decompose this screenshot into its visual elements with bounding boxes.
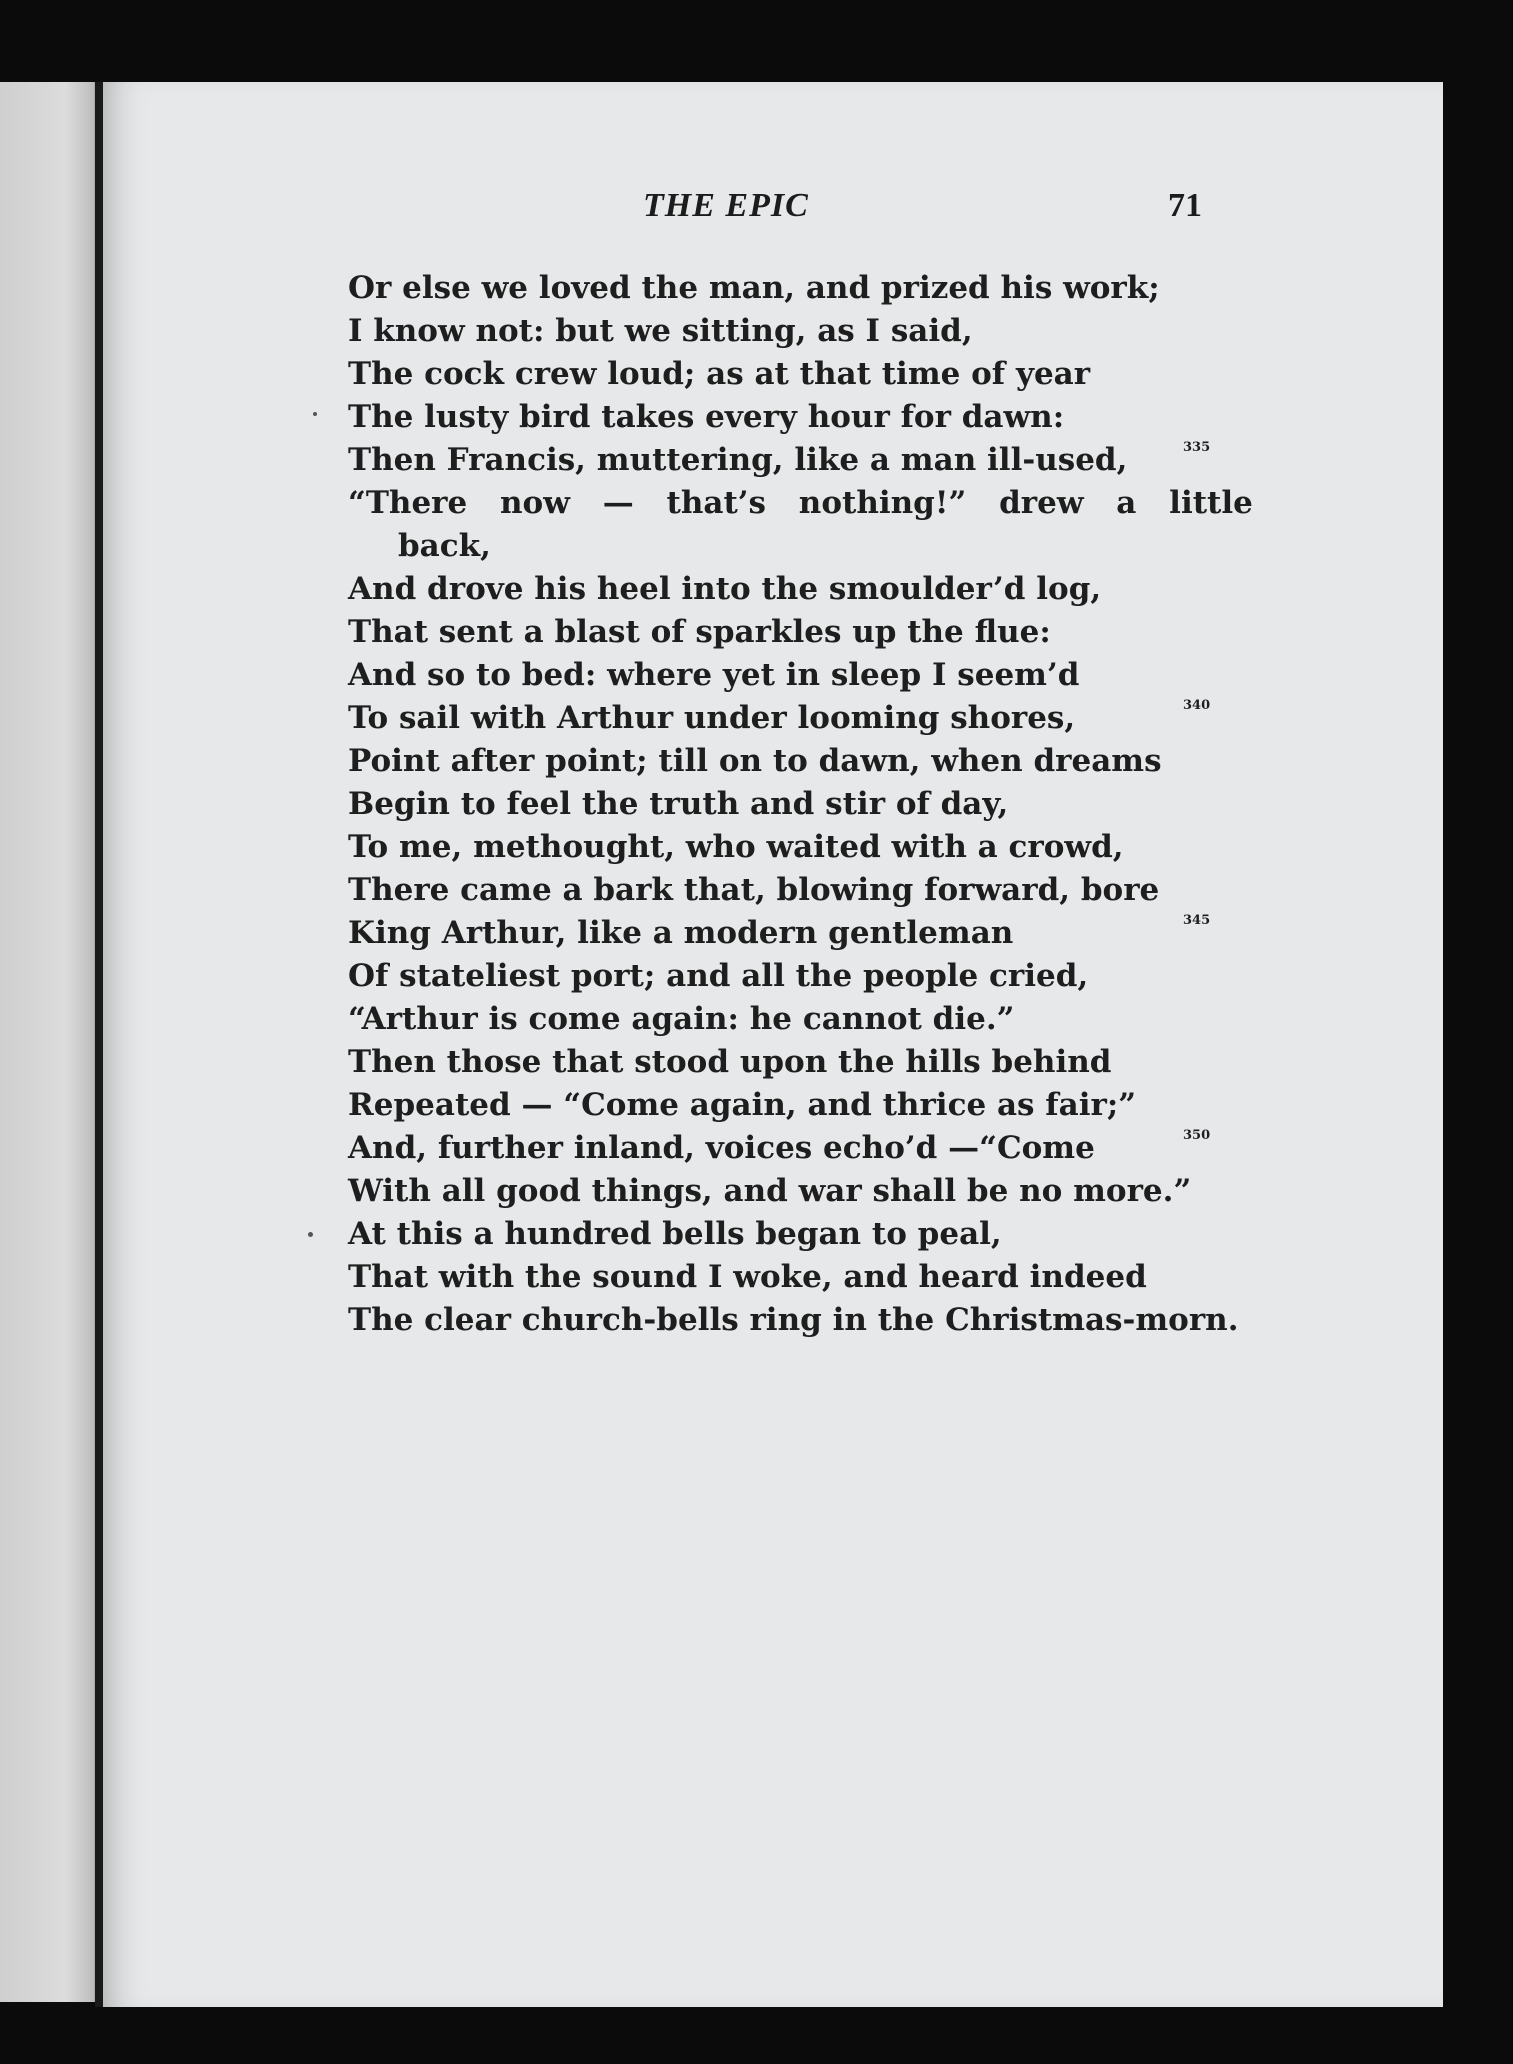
verse-line (348, 310, 1328, 353)
verse-text: The lusty bird takes every hour for dawn: (348, 399, 1065, 435)
verse-text: I know not: but we sitting, as I said, (348, 313, 973, 349)
verse-text: That sent a blast of sparkles up the flue: (348, 614, 1051, 650)
verse-line (348, 740, 1328, 783)
verse-text: With all good things, and war shall be no more.” (348, 1173, 1192, 1209)
verse-line (348, 439, 1328, 482)
verse-line (348, 998, 1328, 1041)
verse-line (348, 568, 1328, 611)
line-number: 345 (1183, 913, 1211, 928)
paper-speck (308, 1232, 313, 1237)
verse-line (348, 826, 1328, 869)
verse-line (348, 1256, 1328, 1299)
verse-text: “There now — that’s nothing!” drew a little (348, 485, 1253, 521)
facing-page-edge (0, 82, 110, 2002)
verse-line (348, 869, 1328, 912)
verse-text: Of stateliest port; and all the people cried, (348, 958, 1089, 994)
verse-line (348, 1213, 1328, 1256)
book-page (95, 82, 1443, 2007)
verse-text: Then those that stood upon the hills behind (348, 1044, 1112, 1080)
line-number: 350 (1183, 1128, 1211, 1143)
verse-text: To me, methought, who waited with a crowd, (348, 829, 1124, 865)
verse-line (348, 1041, 1328, 1084)
running-head-title: THE EPIC (643, 187, 809, 224)
verse-line (348, 912, 1328, 955)
verse-line (348, 1127, 1328, 1170)
running-head (103, 187, 1443, 247)
verse-line (348, 396, 1328, 439)
verse-line (348, 482, 1328, 525)
verse-text: The cock crew loud; as at that time of year (348, 356, 1091, 392)
verse-line (348, 353, 1328, 396)
verse-text: Begin to feel the truth and stir of day, (348, 786, 1009, 822)
verse-text: Repeated — “Come again, and thrice as fair;” (348, 1087, 1137, 1123)
verse-text: Point after point; till on to dawn, when dreams (348, 743, 1162, 779)
verse-text: At this a hundred bells began to peal, (348, 1216, 1002, 1252)
verse-line (348, 697, 1328, 740)
verse-line (348, 1299, 1328, 1342)
verse-line (348, 1170, 1328, 1213)
verse-line (348, 1084, 1328, 1127)
verse-text: back, (398, 528, 491, 564)
verse-text: And so to bed: where yet in sleep I seem’d (348, 657, 1080, 693)
verse-line-continuation (348, 525, 1328, 568)
page-number: 71 (1168, 187, 1202, 224)
verse-text: Or else we loved the man, and prized his work; (348, 270, 1160, 306)
verse-text: King Arthur, like a modern gentleman (348, 915, 1014, 951)
line-number: 335 (1183, 440, 1211, 455)
verse-text: Then Francis, muttering, like a man ill-used, (348, 442, 1128, 478)
poem-text (348, 267, 1328, 1342)
verse-line (348, 654, 1328, 697)
verse-text: There came a bark that, blowing forward, bore (348, 872, 1160, 908)
verse-line (348, 783, 1328, 826)
line-number: 340 (1183, 698, 1211, 713)
verse-line (348, 955, 1328, 998)
verse-text: To sail with Arthur under looming shores, (348, 700, 1076, 736)
verse-text: And, further inland, voices echo’d —“Come (348, 1130, 1095, 1166)
verse-text: “Arthur is come again: he cannot die.” (348, 1001, 1015, 1037)
verse-text: The clear church-bells ring in the Christmas-morn. (348, 1302, 1239, 1338)
verse-line (348, 611, 1328, 654)
paper-speck (313, 412, 317, 416)
verse-line (348, 267, 1328, 310)
verse-text: That with the sound I woke, and heard indeed (348, 1259, 1147, 1295)
verse-text: And drove his heel into the smoulder’d log, (348, 571, 1102, 607)
